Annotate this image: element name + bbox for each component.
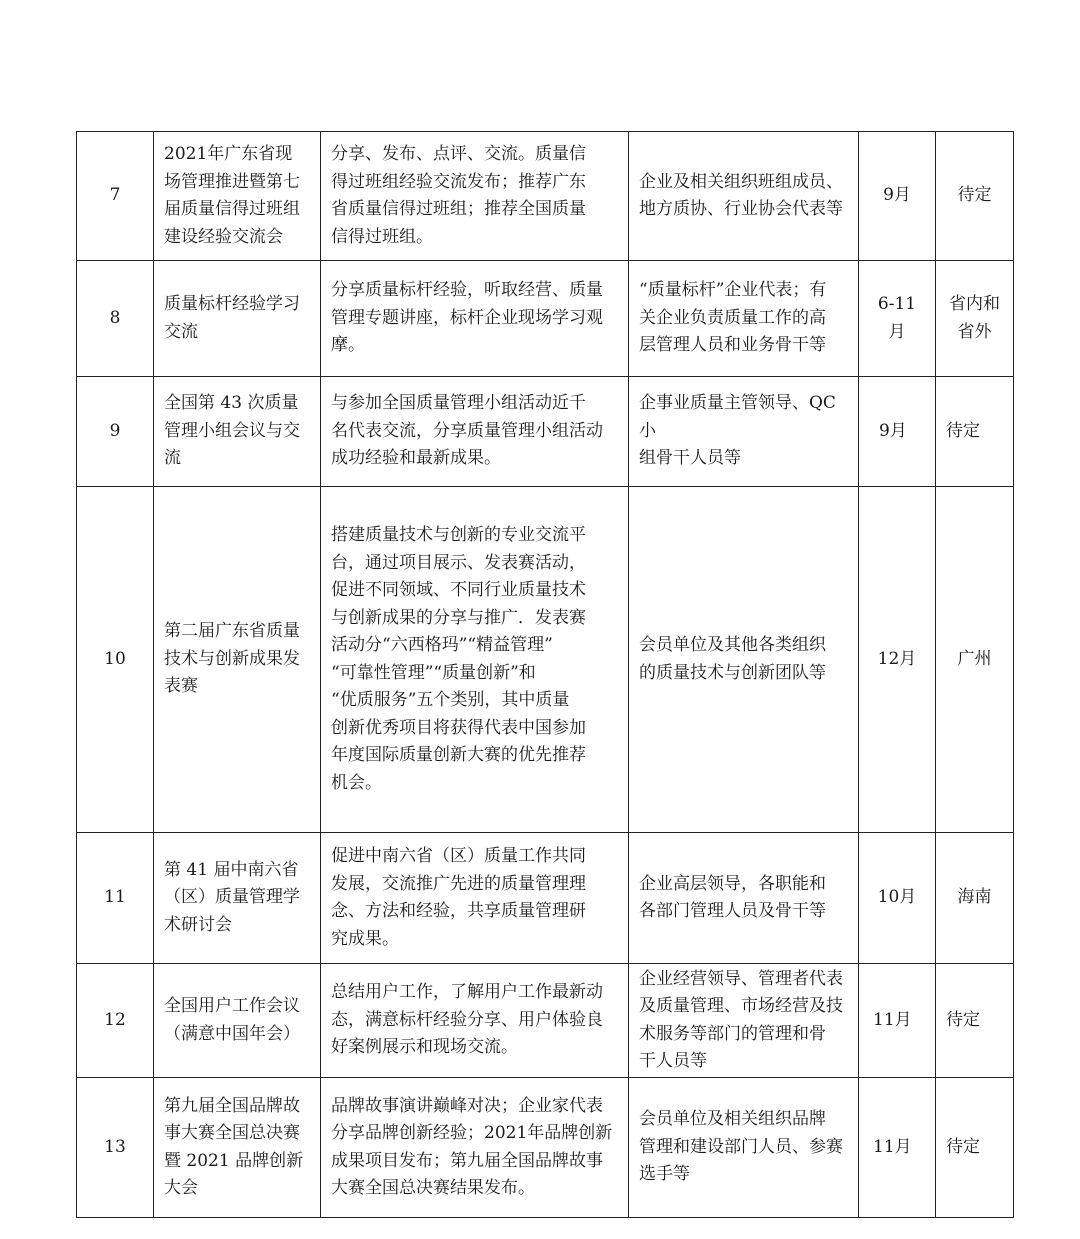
activity-name: 第九届全国品牌故 事大赛全国总决赛 暨 2021 品牌创新 大会 bbox=[164, 1095, 304, 1198]
cell-place bbox=[936, 132, 1014, 261]
cell-place bbox=[936, 261, 1014, 377]
cell-content bbox=[321, 964, 629, 1078]
row-number: 13 bbox=[104, 1136, 126, 1157]
cell-content bbox=[321, 1078, 629, 1218]
activity-place: 海南 bbox=[957, 887, 992, 908]
activity-name: 第二届广东省质量 技术与创新成果发 表赛 bbox=[164, 621, 300, 697]
row-number: 10 bbox=[104, 648, 126, 669]
activity-place: 待定 bbox=[946, 1136, 980, 1157]
cell-time bbox=[859, 487, 936, 833]
activity-content: 与参加全国质量管理小组活动近千 名代表交流，分享质量管理小组活动 成功经验和最新成果。 bbox=[331, 393, 603, 469]
cell-place bbox=[936, 964, 1014, 1078]
cell-name bbox=[154, 1078, 321, 1218]
cell-time bbox=[859, 132, 936, 261]
cell-target bbox=[629, 1078, 859, 1218]
cell-content bbox=[321, 833, 629, 964]
row-number: 8 bbox=[109, 307, 121, 328]
activity-name: 全国用户工作会议 （满意中国年会） bbox=[164, 996, 300, 1044]
activity-plan-table bbox=[76, 131, 1014, 1218]
target-participants: 会员单位及其他各类组织 的质量技术与创新团队等 bbox=[639, 635, 826, 683]
activity-time: 11月 bbox=[873, 1136, 912, 1157]
table-row bbox=[77, 487, 1014, 833]
activity-content: 搭建质量技术与创新的专业交流平 台，通过项目展示、发表赛活动， 促进不同领域、不同行业质量技术 与创新成果的分享与推广．发表赛 活动分“六西格玛”“精益管理” “可靠性管理”“质量创新”和 “优质服务”五个类别，其中质量 创新优秀项目将获得代表中国参加 年度国际质量创新大赛的优先推荐 机会。 bbox=[331, 525, 586, 793]
target-participants: 企业高层领导，各职能和 各部门管理人员及骨干等 bbox=[639, 873, 826, 921]
cell-no bbox=[77, 833, 154, 964]
cell-time bbox=[859, 377, 936, 487]
cell-name bbox=[154, 964, 321, 1078]
cell-content bbox=[321, 487, 629, 833]
row-number: 11 bbox=[104, 887, 126, 908]
cell-name bbox=[154, 487, 321, 833]
table-body bbox=[77, 132, 1014, 1218]
row-number: 7 bbox=[109, 185, 121, 206]
cell-no bbox=[77, 377, 154, 487]
activity-place: 省内和 省外 bbox=[949, 294, 1000, 342]
activity-time: 9月 bbox=[883, 185, 911, 206]
activity-name: 2021年广东省现 场管理推进暨第七 届质量信得过班组 建设经验交流会 bbox=[164, 144, 300, 247]
cell-no bbox=[77, 261, 154, 377]
cell-no bbox=[77, 487, 154, 833]
cell-time bbox=[859, 261, 936, 377]
activity-name: 第 41 届中南六省 （区）质量管理学 术研讨会 bbox=[164, 859, 300, 935]
cell-place bbox=[936, 377, 1014, 487]
activity-time: 6-11 月 bbox=[877, 294, 917, 342]
activity-content: 总结用户工作，了解用户工作最新动 态，满意标杆经验分享、用户体验良 好案例展示和现场交流。 bbox=[331, 982, 603, 1058]
target-participants: 企事业质量主管领导、QC小 组骨干人员等 bbox=[639, 393, 836, 469]
cell-target bbox=[629, 833, 859, 964]
cell-time bbox=[859, 1078, 936, 1218]
cell-content bbox=[321, 377, 629, 487]
table-row bbox=[77, 377, 1014, 487]
activity-name: 质量标杆经验学习 交流 bbox=[164, 294, 300, 342]
cell-target bbox=[629, 487, 859, 833]
cell-no bbox=[77, 964, 154, 1078]
activity-place: 待定 bbox=[946, 420, 980, 441]
cell-no bbox=[77, 1078, 154, 1218]
activity-time: 12月 bbox=[877, 648, 917, 669]
cell-content bbox=[321, 261, 629, 377]
activity-time: 9月 bbox=[879, 420, 907, 441]
activity-content: 分享、发布、点评、交流。质量信 得过班组经验交流发布；推荐广东 省质量信得过班组；推荐全国质量 信得过班组。 bbox=[331, 144, 586, 247]
cell-place bbox=[936, 833, 1014, 964]
table-row bbox=[77, 132, 1014, 261]
cell-time bbox=[859, 964, 936, 1078]
cell-target bbox=[629, 964, 859, 1078]
cell-no bbox=[77, 132, 154, 261]
activity-name: 全国第 43 次质量 管理小组会议与交 流 bbox=[164, 393, 300, 469]
cell-target bbox=[629, 377, 859, 487]
activity-time: 11月 bbox=[873, 1009, 912, 1030]
target-participants: “质量标杆”企业代表；有 关企业负责质量工作的高 层管理人员和业务骨干等 bbox=[639, 280, 827, 356]
activity-content: 分享质量标杆经验，听取经营、质量 管理专题讲座，标杆企业现场学习观 摩。 bbox=[331, 280, 603, 356]
cell-target bbox=[629, 132, 859, 261]
cell-place bbox=[936, 1078, 1014, 1218]
cell-name bbox=[154, 377, 321, 487]
cell-target bbox=[629, 261, 859, 377]
table-row bbox=[77, 964, 1014, 1078]
table-row bbox=[77, 261, 1014, 377]
cell-name bbox=[154, 261, 321, 377]
target-participants: 会员单位及相关组织品牌 管理和建设部门人员、参赛 选手等 bbox=[639, 1109, 843, 1185]
cell-place bbox=[936, 487, 1014, 833]
table-row bbox=[77, 1078, 1014, 1218]
cell-name bbox=[154, 132, 321, 261]
cell-content bbox=[321, 132, 629, 261]
cell-time bbox=[859, 833, 936, 964]
activity-place: 待定 bbox=[946, 1009, 980, 1030]
activity-content: 促进中南六省（区）质量工作共同 发展，交流推广先进的质量管理理 念、方法和经验，共享质量管理研 究成果。 bbox=[331, 846, 586, 949]
target-participants: 企业经营领导、管理者代表 及质量管理、市场经营及技 术服务等部门的管理和骨 干人员等 bbox=[639, 968, 843, 1071]
activity-place: 待定 bbox=[957, 185, 992, 206]
table-row bbox=[77, 833, 1014, 964]
activity-time: 10月 bbox=[877, 887, 917, 908]
activity-content: 品牌故事演讲巅峰对决；企业家代表 分享品牌创新经验；2021年品牌创新 成果项目发布；第九届全国品牌故事 大赛全国总决赛结果发布。 bbox=[331, 1095, 613, 1198]
cell-name bbox=[154, 833, 321, 964]
row-number: 9 bbox=[109, 420, 121, 441]
target-participants: 企业及相关组织班组成员、 地方质协、行业协会代表等 bbox=[639, 171, 843, 219]
row-number: 12 bbox=[104, 1009, 126, 1030]
activity-place: 广州 bbox=[957, 648, 992, 669]
